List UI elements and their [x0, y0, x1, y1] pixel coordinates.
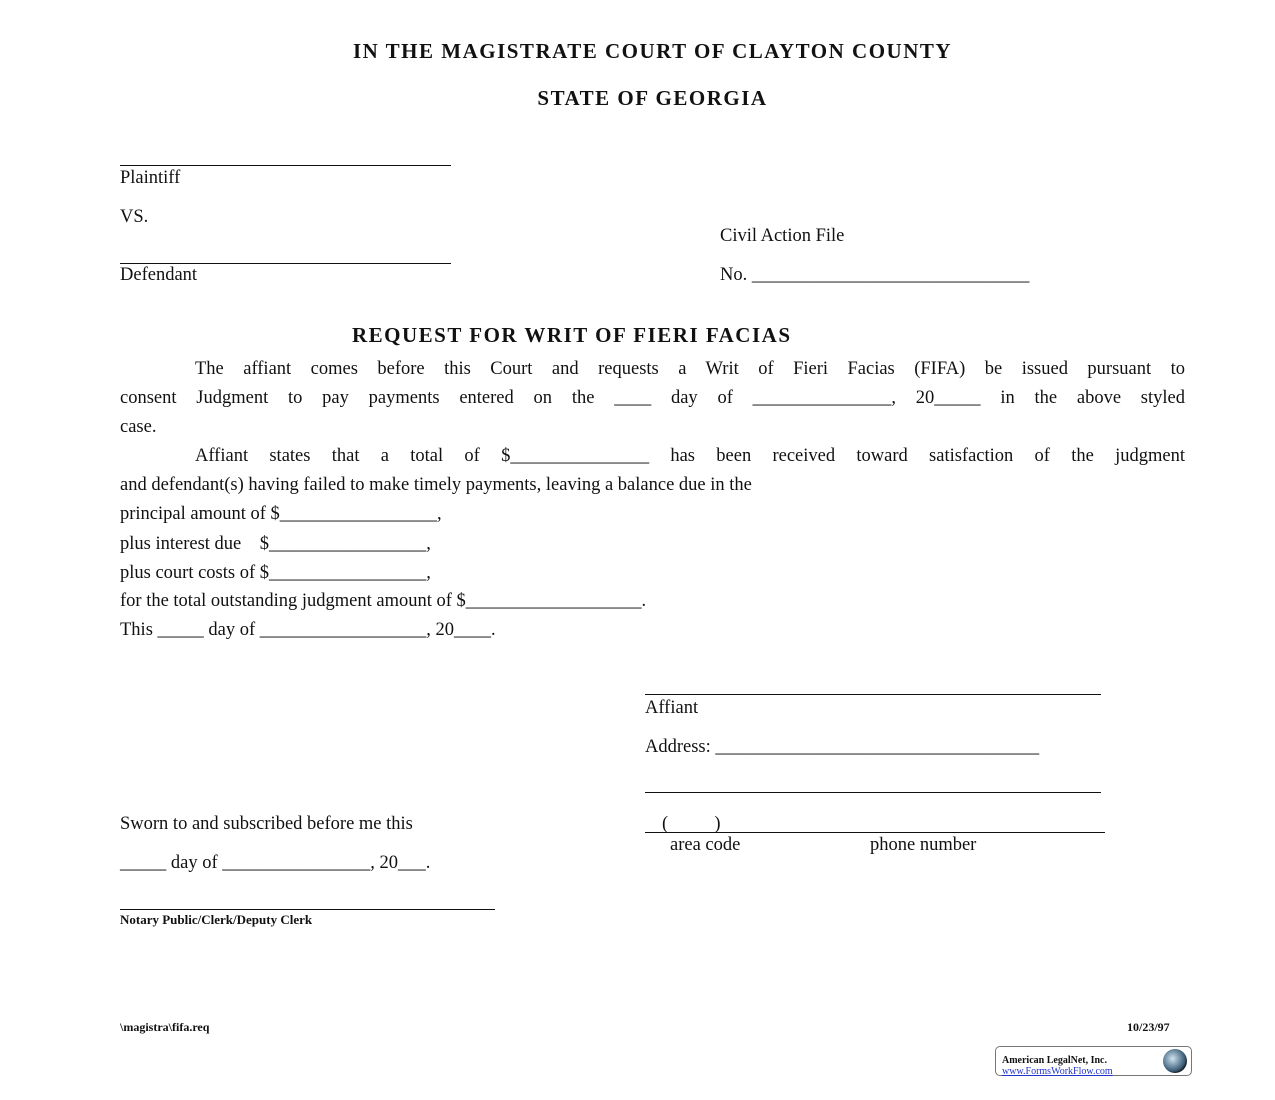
logo-url-link[interactable]: www.FormsWorkFlow.com — [1002, 1066, 1113, 1077]
plaintiff-label: Plaintiff — [120, 168, 181, 188]
case-number-field: No. ______________________________ — [720, 265, 1030, 285]
document-title: REQUEST FOR WRIT OF FIERI FACIAS — [352, 323, 792, 347]
globe-icon — [1163, 1049, 1187, 1073]
date-line: This _____ day of __________________, 20____. — [120, 620, 496, 640]
jurat-date-line: _____ day of ________________, 20___. — [120, 853, 431, 873]
principal-amount-field: principal amount of $_________________, — [120, 504, 442, 524]
american-legalnet-logo[interactable] — [995, 1046, 1192, 1076]
logo-company-name: American LegalNet, Inc. — [1002, 1055, 1107, 1066]
court-heading: IN THE MAGISTRATE COURT OF CLAYTON COUNTY — [352, 39, 953, 63]
paragraph-1-line-1: The affiant comes before this Court and requests a Writ of Fieri Facias (FIFA) be issued pursuant to — [195, 359, 1185, 379]
paragraph-2-line-2: and defendant(s) having failed to make timely payments, leaving a balance due in the — [120, 475, 752, 495]
paragraph-2-line-1: Affiant states that a total of $_______________ has been received toward satisfaction of the judgment — [195, 446, 1185, 466]
affiant-signature-line — [645, 694, 1101, 695]
address-line-2 — [645, 792, 1101, 793]
file-path: \magistra\fifa.req — [120, 1020, 210, 1034]
total-amount-field: for the total outstanding judgment amount of $___________________. — [120, 591, 647, 611]
sworn-statement: Sworn to and subscribed before me this — [120, 814, 413, 834]
form-date: 10/23/97 — [1127, 1020, 1170, 1034]
court-costs-field: plus court costs of $_________________, — [120, 563, 431, 583]
area-code-label: area code — [670, 835, 741, 855]
paragraph-1-line-2: consent Judgment to pay payments entered on the ____ day of _______________, 20_____ in the above styled — [120, 388, 1185, 408]
paragraph-1-line-3: case. — [120, 417, 157, 437]
phone-parens: ( ) — [662, 814, 721, 834]
defendant-label: Defendant — [120, 265, 198, 285]
civil-action-label: Civil Action File — [720, 226, 845, 246]
vs-label: VS. — [120, 207, 149, 227]
phone-number-label: phone number — [870, 835, 977, 855]
address-field: Address: ___________________________________ — [645, 737, 1040, 757]
notary-label: Notary Public/Clerk/Deputy Clerk — [120, 912, 313, 927]
plaintiff-line — [120, 165, 451, 166]
interest-field: plus interest due $_________________, — [120, 534, 431, 554]
state-heading: STATE OF GEORGIA — [537, 86, 768, 110]
affiant-label: Affiant — [645, 698, 699, 718]
